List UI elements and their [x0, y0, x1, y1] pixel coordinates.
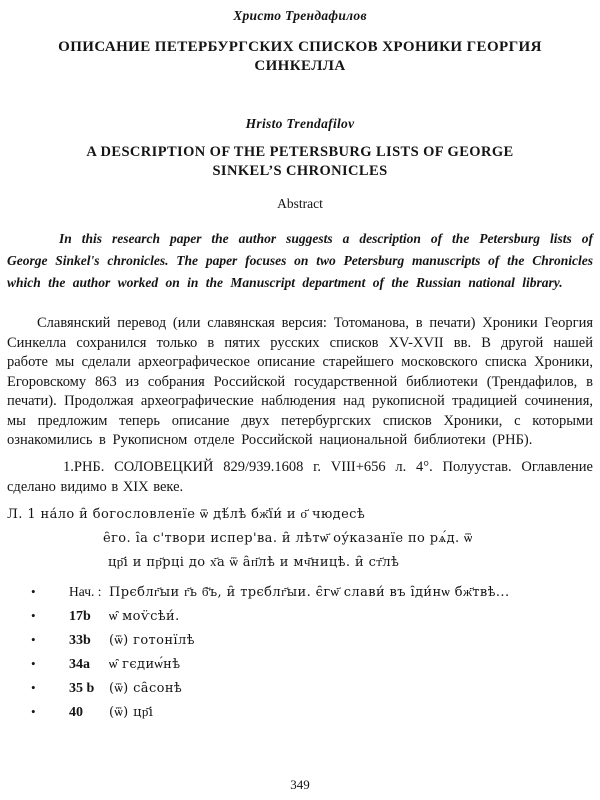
list-item: [7, 607, 593, 625]
bullet-icon: •: [31, 631, 36, 647]
item-text-slavonic: Прєблг҃ыи г҃ь б҃ъ, и̑ трєблг҃ыи. є̑гѡ҃ слави́ въ і̑ди́нѡ бж҃твѣ...: [109, 584, 510, 600]
page-number: 349: [290, 777, 310, 792]
article-title-russian: [7, 38, 593, 76]
bullet-icon: •: [31, 583, 36, 599]
article-title-english: [7, 143, 593, 181]
item-text-slavonic: (ѿ) са̑сонѣ: [109, 680, 183, 696]
author-name-russian: Христо Трендафилов: [233, 8, 367, 23]
folio-number: 17b: [69, 608, 91, 624]
church-slavonic-quotation: [7, 503, 593, 575]
bullet-icon: •: [31, 655, 36, 671]
list-item: [7, 631, 593, 649]
folio-bullet-list: [7, 583, 593, 721]
abstract-heading: Abstract: [277, 196, 323, 211]
article-title-english-line1: A DESCRIPTION OF THE PETERSBURG LISTS OF GEORGE: [86, 144, 514, 160]
body-paragraph-manuscript-description: 1.РНБ. СОЛОВЕЦКИЙ 829/939.1608 г. VIII+656 л. 4°. Полуустав. Оглавление сделано видимо в XIX веке.: [7, 458, 593, 495]
item-text-slavonic: (ѿ) готонїлѣ: [109, 632, 195, 648]
list-item: [7, 583, 593, 601]
item-label: Нач. :: [69, 583, 102, 599]
church-slavonic-line-3: цр҃і и пр҃рці до х҃а ѿ а̑п҃лѣ и мч҃ницѣ. и̑ ст҃лѣ: [108, 554, 400, 570]
abstract-paragraph: In this research paper the author suggests a description of the Petersburg lists of George Sinkel's chronicles. The paper focuses on two Petersburg manuscripts of the Chronicles which the author worked on in the Manuscript department of the Russian national library.: [7, 231, 593, 290]
folio-number: 34a: [69, 656, 90, 672]
folio-number: 33b: [69, 632, 91, 648]
item-text-slavonic: ѡ̑ моѵ̈сѣи́.: [109, 608, 180, 624]
church-slavonic-line-2: е̑го. і̑а с'твори испер'ва. и̑ лѣтѡ҃ оу́казанїе по рѧ́д. ѿ: [103, 530, 473, 546]
article-title-english-line2: SINKEL’S CHRONICLES: [212, 163, 388, 179]
item-text-slavonic: ѡ̑ гєдиѡ́нѣ: [109, 656, 181, 672]
bullet-icon: •: [31, 703, 36, 719]
bullet-icon: •: [31, 679, 36, 695]
list-item: [7, 703, 593, 721]
article-title-russian-line2: СИНКЕЛЛА: [254, 58, 346, 74]
list-item: [7, 655, 593, 673]
bullet-icon: •: [31, 607, 36, 623]
church-slavonic-line-1: Л. 1 на́ло и̑ богословленїе ѿ дѣ́лѣ бж҃їи́ и о҃ чюдесѣ: [7, 506, 366, 522]
body-paragraph-main: Славянский перевод (или славянская версия: Тотоманова, в печати) Хроники Георгия Синкелла сохранился только в пятих русских списков XV-XVII вв. В другой нашей работе мы сделали археографическое описание старейшего московского списка Хроники, Егоровскому 863 из собрания Российской государственной библиотеки (Трендафилов, в печати). Продолжая археографические наблюдения над рукописной традицией сочинения, мы предложим теперь описание двух петербургских списков Хроники, с которыми ознакомились в Рукописном отделе Российской национальной библиотеки (РНБ).: [7, 315, 593, 448]
author-name-english: Hristo Trendafilov: [245, 116, 355, 131]
folio-number: 35 b: [69, 680, 95, 696]
item-text-slavonic: (ѿ) цр҃і: [109, 704, 154, 720]
article-title-russian-line1: ОПИСАНИЕ ПЕТЕРБУРГСКИХ СПИСКОВ ХРОНИКИ ГЕОРГИЯ: [58, 39, 542, 55]
folio-number: 40: [69, 704, 83, 720]
list-item: [7, 679, 593, 697]
